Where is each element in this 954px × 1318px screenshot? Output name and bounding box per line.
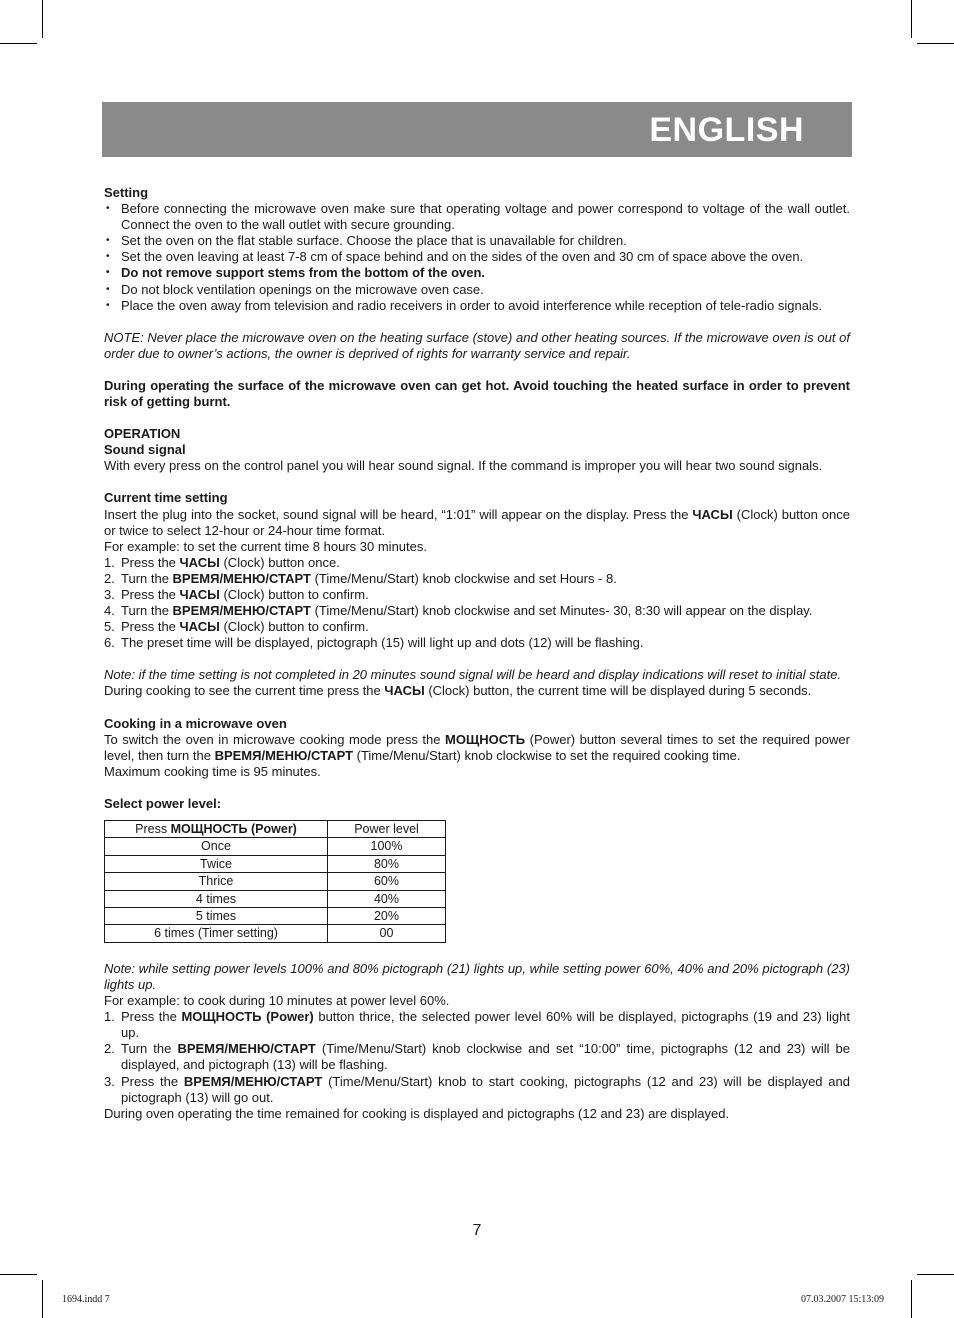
setting-note: NOTE: Never place the microwave oven on the heating surface (stove) and other heating sources. If the microwave oven is out of order due to owner’s actions, the owner is deprived of rights for warranty service and repair. [104, 329, 850, 361]
table-row [105, 908, 446, 925]
table-cell: 60% [328, 873, 446, 890]
table-cell: 6 times (Timer setting) [105, 925, 328, 942]
table-row [105, 873, 446, 890]
table-cell: Once [105, 838, 328, 855]
crop-mark [911, 0, 912, 38]
setting-heading: Setting [104, 185, 149, 200]
table-cell: 100% [328, 838, 446, 855]
table-cell: Twice [105, 855, 328, 872]
list-item: • Set the oven on the flat stable surface. Choose the place that is unavailable for children. [104, 233, 850, 249]
language-title: ENGLISH [649, 111, 804, 149]
list-item: 4. Turn the ВРЕМЯ/МЕНЮ/СТАРТ (Time/Menu/Start) knob clockwise and set Minutes- 30, 8:30 will appear on the display. [104, 603, 813, 619]
list-item: 6. The preset time will be displayed, pictograph (15) will light up and dots (12) will be flashing. [104, 635, 644, 651]
table-row [105, 855, 446, 872]
list-item: • Do not block ventilation openings on the microwave oven case. [104, 282, 850, 298]
setting-bullet-list [104, 201, 850, 314]
time-setting-note: Note: if the time setting is not completed in 20 minutes sound signal will be heard and display indications will reset to initial state. [104, 667, 842, 683]
crop-mark [42, 0, 43, 38]
list-item: 2. Turn the ВРЕМЯ/МЕНЮ/СТАРТ (Time/Menu/Start) knob clockwise and set Hours - 8. [104, 570, 617, 586]
crop-mark [917, 43, 954, 44]
table-cell: 20% [328, 908, 446, 925]
table-cell: 00 [328, 925, 446, 942]
list-item: 3. Press the ЧАСЫ (Clock) button to confirm. [104, 586, 369, 602]
page-number: 7 [472, 1222, 482, 1239]
power-level-note: Note: while setting power levels 100% and 80% pictograph (21) lights up, while setting power 60%, 40% and 20% pictograph (23) lights up. [104, 960, 850, 992]
list-item: • Place the oven away from television and radio receivers in order to avoid interference while reception of tele-radio signals. [104, 298, 850, 314]
power-steps [104, 1009, 850, 1106]
cooking-heading: Cooking in a microwave oven [104, 715, 287, 731]
power-level-heading: Select power level: [104, 795, 222, 811]
footer-file-slug: 1694.indd 7 [62, 1294, 110, 1305]
time-setting-example: For example: to set the current time 8 hours 30 minutes. [104, 538, 427, 554]
table-header-cell: Press МОЩНОСТЬ (Power) [105, 821, 328, 838]
time-setting-intro: Insert the plug into the socket, sound signal will be heard, “1:01” will appear on the display. Press the ЧАСЫ (Clock) button once or twice to select 12-hour or 24-hour time format. [104, 506, 850, 538]
power-example: For example: to cook during 10 minutes at power level 60%. [104, 993, 450, 1009]
page-content [104, 185, 850, 1122]
crop-mark [42, 1280, 43, 1318]
table-row [105, 890, 446, 907]
operation-heading: OPERATION [104, 426, 181, 442]
crop-mark [917, 1274, 954, 1275]
table-cell: 40% [328, 890, 446, 907]
table-cell: 5 times [105, 908, 328, 925]
table-cell: 4 times [105, 890, 328, 907]
hot-surface-warning: During operating the surface of the microwave oven can get hot. Avoid touching the heated surface in order to prevent risk of getting burnt. [104, 377, 850, 410]
cooking-max-time: Maximum cooking time is 95 minutes. [104, 763, 321, 779]
list-item: • Before connecting the microwave oven make sure that operating voltage and power correspond to voltage of the wall outlet. Connect the oven to the wall outlet with secure grounding. [104, 201, 850, 233]
list-item: • Do not remove support stems from the bottom of the oven. [104, 265, 850, 281]
power-final-text: During oven operating the time remained for cooking is displayed and pictographs (12 and 23) are displayed. [104, 1105, 730, 1121]
table-header-cell: Power level [328, 821, 446, 838]
crop-mark [0, 43, 37, 44]
table-cell: 80% [328, 855, 446, 872]
time-setting-steps [104, 555, 850, 652]
crop-mark [911, 1280, 912, 1318]
power-level-table [104, 820, 446, 943]
list-item: 1. Press the ЧАСЫ (Clock) button once. [104, 554, 340, 570]
table-cell: Thrice [105, 873, 328, 890]
time-during-cooking-text: During cooking to see the current time press the ЧАСЫ (Clock) button, the current time will be displayed during 5 seconds. [104, 683, 812, 699]
list-item: 3. Press the ВРЕМЯ/МЕНЮ/СТАРТ (Time/Menu/Start) knob to start cooking, pictographs (12 and 23) will be displayed and pictograph (13) will go out. [104, 1073, 850, 1105]
table-row [105, 925, 446, 942]
footer-datetime-slug: 07.03.2007 15:13:09 [800, 1294, 884, 1305]
sound-signal-heading: Sound signal [104, 442, 186, 458]
language-header-bar [102, 102, 852, 157]
list-item: 1. Press the МОЩНОСТЬ (Power) button thrice, the selected power level 60% will be displayed, pictographs (19 and 23) light up. [104, 1009, 850, 1041]
list-item: 5. Press the ЧАСЫ (Clock) button to confirm. [104, 619, 369, 635]
time-setting-heading: Current time setting [104, 490, 228, 506]
cooking-text: To switch the oven in microwave cooking mode press the МОЩНОСТЬ (Power) button several times to set the required power level, then turn the ВРЕМЯ/МЕНЮ/СТАРТ (Time/Menu/Start) knob clockwise to set the required cooking time. [104, 731, 850, 763]
table-header-row [105, 821, 446, 838]
table-row [105, 838, 446, 855]
list-item: 2. Turn the ВРЕМЯ/МЕНЮ/СТАРТ (Time/Menu/Start) knob clockwise and set “10:00” time, pictographs (12 and 23) will be displayed, and pictograph (13) will be flashing. [104, 1041, 851, 1073]
list-item: • Set the oven leaving at least 7-8 cm of space behind and on the sides of the oven and 30 cm of space above the oven. [104, 249, 850, 265]
sound-signal-text: With every press on the control panel you will hear sound signal. If the command is improper you will hear two sound signals. [104, 458, 823, 474]
crop-mark [0, 1274, 37, 1275]
